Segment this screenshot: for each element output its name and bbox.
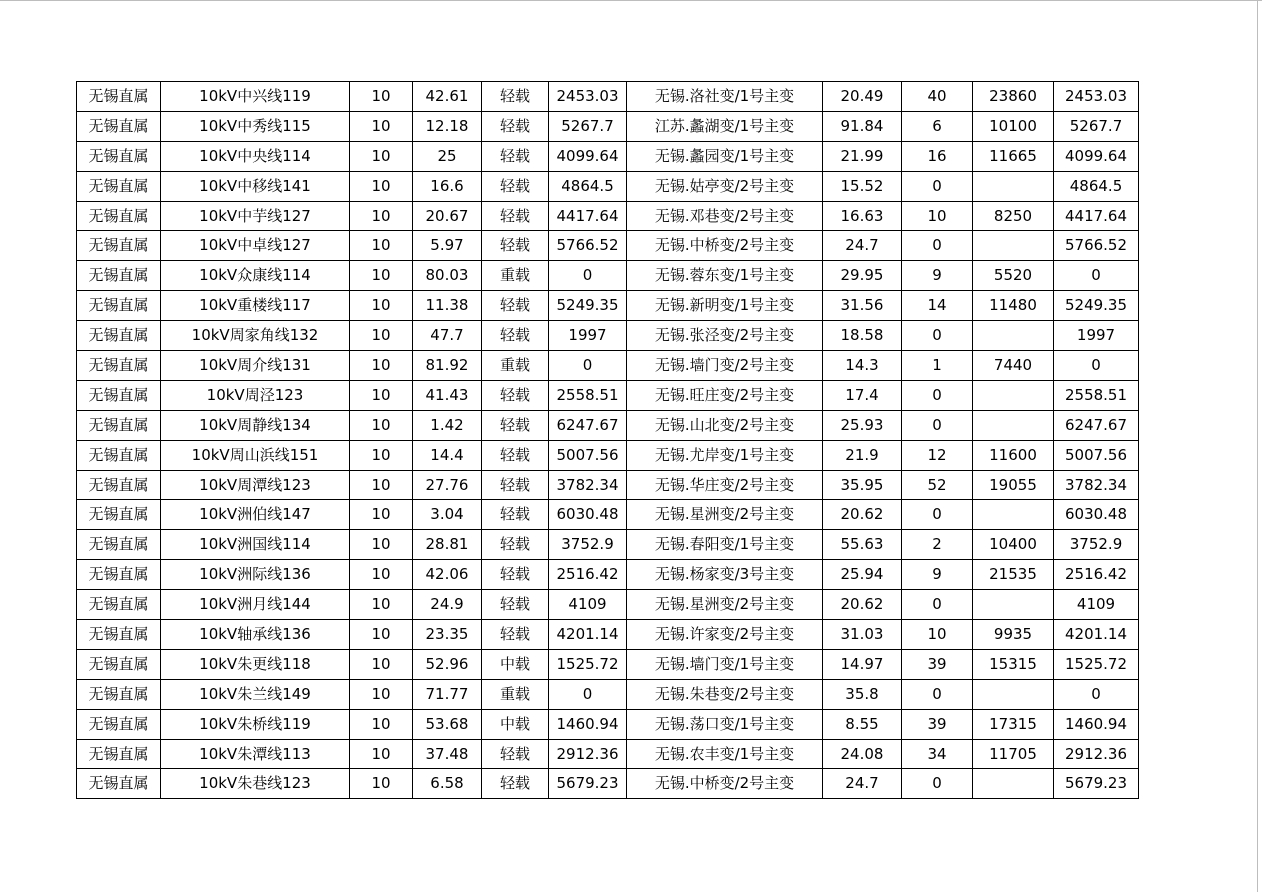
capacity-cell: 11600 <box>973 440 1054 470</box>
transformer-load-cell: 24.08 <box>823 739 902 769</box>
capacity-cell <box>973 590 1054 620</box>
unit-cell: 无锡直属 <box>77 380 161 410</box>
table-row <box>77 321 1139 351</box>
voltage-cell: 10 <box>350 261 413 291</box>
unit-cell: 无锡直属 <box>77 321 161 351</box>
line-name-cell: 10kV洲月线144 <box>161 590 350 620</box>
transformer-load-cell: 31.56 <box>823 291 902 321</box>
load-rate-cell: 24.9 <box>413 590 482 620</box>
load-rate-cell: 42.61 <box>413 82 482 112</box>
line-name-cell: 10kV中兴线119 <box>161 82 350 112</box>
table-row <box>77 470 1139 500</box>
capacity-cell <box>973 171 1054 201</box>
load-rate-cell: 5.97 <box>413 231 482 261</box>
available-capacity-cell: 4417.64 <box>1054 201 1139 231</box>
remaining-capacity-cell: 4099.64 <box>549 141 627 171</box>
available-capacity-cell: 2453.03 <box>1054 82 1139 112</box>
transformer-cell: 无锡.山北变/2号主变 <box>627 410 823 440</box>
voltage-cell: 10 <box>350 82 413 112</box>
unit-cell: 无锡直属 <box>77 171 161 201</box>
voltage-cell: 10 <box>350 590 413 620</box>
load-status-cell: 轻载 <box>482 560 549 590</box>
table-row <box>77 231 1139 261</box>
count-cell: 0 <box>902 380 973 410</box>
load-status-cell: 轻载 <box>482 141 549 171</box>
voltage-cell: 10 <box>350 470 413 500</box>
transformer-cell: 无锡.春阳变/1号主变 <box>627 530 823 560</box>
voltage-cell: 10 <box>350 649 413 679</box>
voltage-cell: 10 <box>350 291 413 321</box>
unit-cell: 无锡直属 <box>77 231 161 261</box>
load-status-cell: 轻载 <box>482 82 549 112</box>
transformer-cell: 无锡.星洲变/2号主变 <box>627 590 823 620</box>
transformer-load-cell: 24.7 <box>823 231 902 261</box>
line-name-cell: 10kV众康线114 <box>161 261 350 291</box>
available-capacity-cell: 0 <box>1054 261 1139 291</box>
line-name-cell: 10kV中央线114 <box>161 141 350 171</box>
load-status-cell: 轻载 <box>482 500 549 530</box>
count-cell: 14 <box>902 291 973 321</box>
transformer-cell: 无锡.华庄变/2号主变 <box>627 470 823 500</box>
capacity-cell <box>973 410 1054 440</box>
line-name-cell: 10kV周介线131 <box>161 351 350 381</box>
transformer-cell: 无锡.杨家变/3号主变 <box>627 560 823 590</box>
transformer-cell: 无锡.朱巷变/2号主变 <box>627 679 823 709</box>
voltage-cell: 10 <box>350 530 413 560</box>
count-cell: 16 <box>902 141 973 171</box>
load-status-cell: 中载 <box>482 709 549 739</box>
transformer-load-cell: 55.63 <box>823 530 902 560</box>
unit-cell: 无锡直属 <box>77 769 161 799</box>
voltage-cell: 10 <box>350 709 413 739</box>
table-row <box>77 590 1139 620</box>
available-capacity-cell: 4109 <box>1054 590 1139 620</box>
load-status-cell: 轻载 <box>482 590 549 620</box>
unit-cell: 无锡直属 <box>77 351 161 381</box>
line-name-cell: 10kV洲际线136 <box>161 560 350 590</box>
voltage-cell: 10 <box>350 769 413 799</box>
count-cell: 34 <box>902 739 973 769</box>
line-name-cell: 10kV重楼线117 <box>161 291 350 321</box>
transformer-cell: 无锡.星洲变/2号主变 <box>627 500 823 530</box>
capacity-cell: 17315 <box>973 709 1054 739</box>
table-row <box>77 410 1139 440</box>
unit-cell: 无锡直属 <box>77 291 161 321</box>
remaining-capacity-cell: 2516.42 <box>549 560 627 590</box>
table-row <box>77 171 1139 201</box>
line-name-cell: 10kV朱桥线119 <box>161 709 350 739</box>
load-rate-cell: 41.43 <box>413 380 482 410</box>
line-name-cell: 10kV中芋线127 <box>161 201 350 231</box>
transformer-cell: 无锡.邓巷变/2号主变 <box>627 201 823 231</box>
page-top-border <box>0 0 1262 1</box>
transformer-load-cell: 91.84 <box>823 111 902 141</box>
available-capacity-cell: 5249.35 <box>1054 291 1139 321</box>
line-name-cell: 10kV周泾123 <box>161 380 350 410</box>
unit-cell: 无锡直属 <box>77 261 161 291</box>
table-row <box>77 141 1139 171</box>
capacity-cell: 23860 <box>973 82 1054 112</box>
table-row <box>77 679 1139 709</box>
available-capacity-cell: 4201.14 <box>1054 620 1139 650</box>
capacity-cell <box>973 380 1054 410</box>
available-capacity-cell: 0 <box>1054 679 1139 709</box>
feeder-load-table <box>76 81 1139 799</box>
table-body <box>77 82 1139 799</box>
available-capacity-cell: 6247.67 <box>1054 410 1139 440</box>
transformer-load-cell: 16.63 <box>823 201 902 231</box>
remaining-capacity-cell: 0 <box>549 679 627 709</box>
line-name-cell: 10kV洲伯线147 <box>161 500 350 530</box>
count-cell: 0 <box>902 679 973 709</box>
remaining-capacity-cell: 5007.56 <box>549 440 627 470</box>
count-cell: 0 <box>902 231 973 261</box>
capacity-cell: 9935 <box>973 620 1054 650</box>
remaining-capacity-cell: 1525.72 <box>549 649 627 679</box>
load-status-cell: 轻载 <box>482 291 549 321</box>
table-row <box>77 201 1139 231</box>
table-row <box>77 261 1139 291</box>
count-cell: 9 <box>902 560 973 590</box>
count-cell: 0 <box>902 500 973 530</box>
transformer-cell: 无锡.农丰变/1号主变 <box>627 739 823 769</box>
unit-cell: 无锡直属 <box>77 410 161 440</box>
transformer-load-cell: 24.7 <box>823 769 902 799</box>
remaining-capacity-cell: 2912.36 <box>549 739 627 769</box>
available-capacity-cell: 1997 <box>1054 321 1139 351</box>
remaining-capacity-cell: 2453.03 <box>549 82 627 112</box>
load-status-cell: 轻载 <box>482 171 549 201</box>
count-cell: 9 <box>902 261 973 291</box>
table-row <box>77 649 1139 679</box>
load-status-cell: 轻载 <box>482 620 549 650</box>
unit-cell: 无锡直属 <box>77 739 161 769</box>
count-cell: 40 <box>902 82 973 112</box>
available-capacity-cell: 4864.5 <box>1054 171 1139 201</box>
transformer-cell: 江苏.蠡湖变/1号主变 <box>627 111 823 141</box>
count-cell: 2 <box>902 530 973 560</box>
count-cell: 0 <box>902 769 973 799</box>
count-cell: 0 <box>902 410 973 440</box>
line-name-cell: 10kV朱潭线113 <box>161 739 350 769</box>
remaining-capacity-cell: 4201.14 <box>549 620 627 650</box>
line-name-cell: 10kV周潭线123 <box>161 470 350 500</box>
count-cell: 39 <box>902 649 973 679</box>
load-status-cell: 重载 <box>482 679 549 709</box>
unit-cell: 无锡直属 <box>77 440 161 470</box>
transformer-load-cell: 20.62 <box>823 500 902 530</box>
transformer-load-cell: 8.55 <box>823 709 902 739</box>
load-rate-cell: 27.76 <box>413 470 482 500</box>
voltage-cell: 10 <box>350 410 413 440</box>
transformer-cell: 无锡.墙门变/1号主变 <box>627 649 823 679</box>
remaining-capacity-cell: 4417.64 <box>549 201 627 231</box>
unit-cell: 无锡直属 <box>77 679 161 709</box>
line-name-cell: 10kV洲国线114 <box>161 530 350 560</box>
table-row <box>77 769 1139 799</box>
capacity-cell <box>973 321 1054 351</box>
available-capacity-cell: 3752.9 <box>1054 530 1139 560</box>
transformer-load-cell: 21.9 <box>823 440 902 470</box>
available-capacity-cell: 2516.42 <box>1054 560 1139 590</box>
remaining-capacity-cell: 5766.52 <box>549 231 627 261</box>
load-rate-cell: 16.6 <box>413 171 482 201</box>
remaining-capacity-cell: 6030.48 <box>549 500 627 530</box>
load-status-cell: 轻载 <box>482 769 549 799</box>
remaining-capacity-cell: 6247.67 <box>549 410 627 440</box>
table-row <box>77 620 1139 650</box>
transformer-load-cell: 17.4 <box>823 380 902 410</box>
transformer-load-cell: 20.49 <box>823 82 902 112</box>
load-status-cell: 轻载 <box>482 410 549 440</box>
unit-cell: 无锡直属 <box>77 500 161 530</box>
remaining-capacity-cell: 1997 <box>549 321 627 351</box>
table-row <box>77 111 1139 141</box>
transformer-load-cell: 25.93 <box>823 410 902 440</box>
capacity-cell: 11665 <box>973 141 1054 171</box>
voltage-cell: 10 <box>350 500 413 530</box>
remaining-capacity-cell: 3752.9 <box>549 530 627 560</box>
remaining-capacity-cell: 0 <box>549 261 627 291</box>
count-cell: 39 <box>902 709 973 739</box>
remaining-capacity-cell: 4109 <box>549 590 627 620</box>
capacity-cell: 21535 <box>973 560 1054 590</box>
count-cell: 10 <box>902 620 973 650</box>
load-status-cell: 重载 <box>482 351 549 381</box>
voltage-cell: 10 <box>350 739 413 769</box>
available-capacity-cell: 4099.64 <box>1054 141 1139 171</box>
unit-cell: 无锡直属 <box>77 620 161 650</box>
load-rate-cell: 53.68 <box>413 709 482 739</box>
line-name-cell: 10kV周静线134 <box>161 410 350 440</box>
available-capacity-cell: 5267.7 <box>1054 111 1139 141</box>
count-cell: 10 <box>902 201 973 231</box>
available-capacity-cell: 5766.52 <box>1054 231 1139 261</box>
unit-cell: 无锡直属 <box>77 141 161 171</box>
remaining-capacity-cell: 5679.23 <box>549 769 627 799</box>
capacity-cell <box>973 231 1054 261</box>
load-status-cell: 重载 <box>482 261 549 291</box>
line-name-cell: 10kV周山浜线151 <box>161 440 350 470</box>
transformer-cell: 无锡.中桥变/2号主变 <box>627 769 823 799</box>
transformer-cell: 无锡.中桥变/2号主变 <box>627 231 823 261</box>
table-row <box>77 560 1139 590</box>
load-rate-cell: 80.03 <box>413 261 482 291</box>
capacity-cell: 8250 <box>973 201 1054 231</box>
page-right-border <box>1257 0 1258 892</box>
unit-cell: 无锡直属 <box>77 111 161 141</box>
available-capacity-cell: 1460.94 <box>1054 709 1139 739</box>
count-cell: 1 <box>902 351 973 381</box>
load-status-cell: 轻载 <box>482 440 549 470</box>
transformer-load-cell: 35.8 <box>823 679 902 709</box>
count-cell: 0 <box>902 321 973 351</box>
unit-cell: 无锡直属 <box>77 530 161 560</box>
available-capacity-cell: 2912.36 <box>1054 739 1139 769</box>
unit-cell: 无锡直属 <box>77 82 161 112</box>
available-capacity-cell: 2558.51 <box>1054 380 1139 410</box>
voltage-cell: 10 <box>350 560 413 590</box>
remaining-capacity-cell: 3782.34 <box>549 470 627 500</box>
table-row <box>77 440 1139 470</box>
available-capacity-cell: 5679.23 <box>1054 769 1139 799</box>
voltage-cell: 10 <box>350 111 413 141</box>
table-row <box>77 380 1139 410</box>
count-cell: 52 <box>902 470 973 500</box>
load-rate-cell: 1.42 <box>413 410 482 440</box>
voltage-cell: 10 <box>350 380 413 410</box>
voltage-cell: 10 <box>350 231 413 261</box>
load-status-cell: 轻载 <box>482 201 549 231</box>
capacity-cell <box>973 500 1054 530</box>
table-row <box>77 82 1139 112</box>
remaining-capacity-cell: 2558.51 <box>549 380 627 410</box>
load-rate-cell: 11.38 <box>413 291 482 321</box>
transformer-load-cell: 18.58 <box>823 321 902 351</box>
count-cell: 6 <box>902 111 973 141</box>
available-capacity-cell: 3782.34 <box>1054 470 1139 500</box>
transformer-load-cell: 20.62 <box>823 590 902 620</box>
unit-cell: 无锡直属 <box>77 649 161 679</box>
transformer-load-cell: 14.97 <box>823 649 902 679</box>
load-status-cell: 轻载 <box>482 321 549 351</box>
load-rate-cell: 37.48 <box>413 739 482 769</box>
capacity-cell: 11480 <box>973 291 1054 321</box>
transformer-load-cell: 14.3 <box>823 351 902 381</box>
capacity-cell: 10100 <box>973 111 1054 141</box>
transformer-cell: 无锡.墙门变/2号主变 <box>627 351 823 381</box>
capacity-cell: 15315 <box>973 649 1054 679</box>
voltage-cell: 10 <box>350 440 413 470</box>
voltage-cell: 10 <box>350 141 413 171</box>
line-name-cell: 10kV朱更线118 <box>161 649 350 679</box>
voltage-cell: 10 <box>350 171 413 201</box>
available-capacity-cell: 6030.48 <box>1054 500 1139 530</box>
transformer-cell: 无锡.许家变/2号主变 <box>627 620 823 650</box>
transformer-load-cell: 35.95 <box>823 470 902 500</box>
capacity-cell: 5520 <box>973 261 1054 291</box>
transformer-cell: 无锡.张泾变/2号主变 <box>627 321 823 351</box>
transformer-load-cell: 31.03 <box>823 620 902 650</box>
load-rate-cell: 6.58 <box>413 769 482 799</box>
unit-cell: 无锡直属 <box>77 560 161 590</box>
load-status-cell: 轻载 <box>482 470 549 500</box>
transformer-load-cell: 21.99 <box>823 141 902 171</box>
table-row <box>77 351 1139 381</box>
load-rate-cell: 71.77 <box>413 679 482 709</box>
capacity-cell <box>973 679 1054 709</box>
transformer-cell: 无锡.尤岸变/1号主变 <box>627 440 823 470</box>
line-name-cell: 10kV中秀线115 <box>161 111 350 141</box>
line-name-cell: 10kV周家角线132 <box>161 321 350 351</box>
load-rate-cell: 42.06 <box>413 560 482 590</box>
count-cell: 12 <box>902 440 973 470</box>
count-cell: 0 <box>902 171 973 201</box>
transformer-load-cell: 25.94 <box>823 560 902 590</box>
table-row <box>77 291 1139 321</box>
load-rate-cell: 52.96 <box>413 649 482 679</box>
transformer-cell: 无锡.洛社变/1号主变 <box>627 82 823 112</box>
table-row <box>77 500 1139 530</box>
capacity-cell <box>973 769 1054 799</box>
unit-cell: 无锡直属 <box>77 709 161 739</box>
line-name-cell: 10kV轴承线136 <box>161 620 350 650</box>
remaining-capacity-cell: 5249.35 <box>549 291 627 321</box>
transformer-load-cell: 15.52 <box>823 171 902 201</box>
unit-cell: 无锡直属 <box>77 201 161 231</box>
voltage-cell: 10 <box>350 620 413 650</box>
load-rate-cell: 28.81 <box>413 530 482 560</box>
remaining-capacity-cell: 1460.94 <box>549 709 627 739</box>
load-status-cell: 轻载 <box>482 530 549 560</box>
capacity-cell: 19055 <box>973 470 1054 500</box>
load-rate-cell: 25 <box>413 141 482 171</box>
load-status-cell: 轻载 <box>482 231 549 261</box>
remaining-capacity-cell: 0 <box>549 351 627 381</box>
voltage-cell: 10 <box>350 679 413 709</box>
table-row <box>77 709 1139 739</box>
line-name-cell: 10kV朱巷线123 <box>161 769 350 799</box>
line-name-cell: 10kV中卓线127 <box>161 231 350 261</box>
remaining-capacity-cell: 4864.5 <box>549 171 627 201</box>
load-rate-cell: 20.67 <box>413 201 482 231</box>
load-status-cell: 轻载 <box>482 739 549 769</box>
voltage-cell: 10 <box>350 321 413 351</box>
table-row <box>77 530 1139 560</box>
transformer-cell: 无锡.旺庄变/2号主变 <box>627 380 823 410</box>
transformer-load-cell: 29.95 <box>823 261 902 291</box>
load-rate-cell: 14.4 <box>413 440 482 470</box>
load-rate-cell: 23.35 <box>413 620 482 650</box>
capacity-cell: 11705 <box>973 739 1054 769</box>
load-status-cell: 轻载 <box>482 111 549 141</box>
available-capacity-cell: 0 <box>1054 351 1139 381</box>
load-rate-cell: 3.04 <box>413 500 482 530</box>
capacity-cell: 7440 <box>973 351 1054 381</box>
unit-cell: 无锡直属 <box>77 590 161 620</box>
available-capacity-cell: 5007.56 <box>1054 440 1139 470</box>
unit-cell: 无锡直属 <box>77 470 161 500</box>
load-status-cell: 轻载 <box>482 380 549 410</box>
remaining-capacity-cell: 5267.7 <box>549 111 627 141</box>
transformer-cell: 无锡.姑亭变/2号主变 <box>627 171 823 201</box>
transformer-cell: 无锡.蠡园变/1号主变 <box>627 141 823 171</box>
capacity-cell: 10400 <box>973 530 1054 560</box>
load-status-cell: 中载 <box>482 649 549 679</box>
voltage-cell: 10 <box>350 351 413 381</box>
load-rate-cell: 12.18 <box>413 111 482 141</box>
table-row <box>77 739 1139 769</box>
load-rate-cell: 47.7 <box>413 321 482 351</box>
transformer-cell: 无锡.新明变/1号主变 <box>627 291 823 321</box>
line-name-cell: 10kV朱兰线149 <box>161 679 350 709</box>
voltage-cell: 10 <box>350 201 413 231</box>
count-cell: 0 <box>902 590 973 620</box>
transformer-cell: 无锡.蓉东变/1号主变 <box>627 261 823 291</box>
available-capacity-cell: 1525.72 <box>1054 649 1139 679</box>
transformer-cell: 无锡.荡口变/1号主变 <box>627 709 823 739</box>
load-rate-cell: 81.92 <box>413 351 482 381</box>
line-name-cell: 10kV中移线141 <box>161 171 350 201</box>
